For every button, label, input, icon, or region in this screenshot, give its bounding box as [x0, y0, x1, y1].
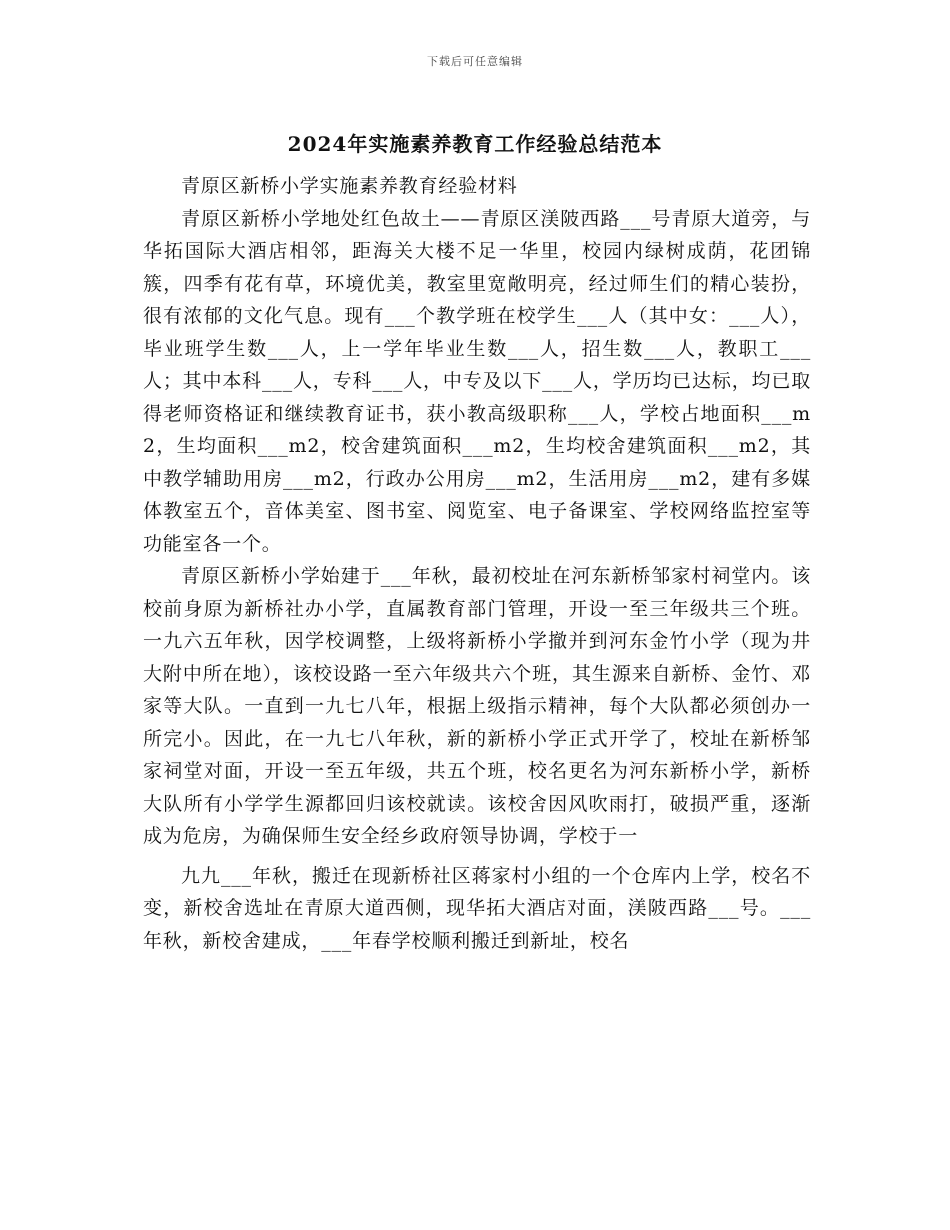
paragraph-school-history: 青原区新桥小学始建于___年秋，最初校址在河东新桥邹家村祠堂内。该校前身原为新桥社办小学，直属教育部门管理，开设一至三年级共三个班。一九六五年秋，因学校调整，上级将新桥小学撤并到河东金竹小学（现为井大附中所在地），该校设路一至六年级共六个班，其生源来自新桥、金竹、邓家等大队。一直到一九七八年，根据上级指示精神，每个大队都必须创办一所完小。因此，在一九七八年秋，新的新桥小学正式开学了，校址在新桥邹家祠堂对面，开设一至五年级，共五个班，校名更名为河东新桥小学，新桥大队所有小学学生源都回归该校就读。该校舍因风吹雨打，破损严重，逐渐成为危房，为确保师生安全经乡政府领导协调，学校于一 — [143, 565, 811, 847]
page-header-note: 下载后可任意编辑 — [427, 55, 523, 68]
paragraph-subtitle: 青原区新桥小学实施素养教育经验材料 — [181, 175, 518, 197]
document-body — [143, 170, 811, 957]
document-title: 2024年实施素养教育工作经验总结范本 — [287, 132, 663, 156]
paragraph-relocation: 九九___年秋，搬迁在现新桥社区蒋家村小组的一个仓库内上学，校名不变，新校舍选址在青原大道西侧，现华拓大酒店对面，渼陂西路___号。___年秋，新校舍建成，___年春学校顺利搬迁到新址，校名 — [143, 864, 811, 952]
paragraph-school-overview: 青原区新桥小学地处红色故土——青原区渼陂西路___号青原大道旁，与华拓国际大酒店相邻，距海关大楼不足一华里，校园内绿树成荫，花团锦簇，四季有花有草，环境优美，教室里宽敞明亮，经过师生们的精心装扮，很有浓郁的文化气息。现有___个教学班在校学生___人（其中女：___人），毕业班学生数___人，上一学年毕业生数___人，招生数___人，教职工___人；其中本科___人，专科___人，中专及以下___人，学历均已达标，均已取得老师资格证和继续教育证书，获小教高级职称___人，学校占地面积___m2，生均面积___m2，校舍建筑面积___m2，生均校舍建筑面积___m2，其中教学辅助用房___m2，行政办公用房___m2，生活用房___m2，建有多媒体教室五个，音体美室、图书室、阅览室、电子备课室、学校网络监控室等功能室各一个。 — [143, 207, 811, 555]
